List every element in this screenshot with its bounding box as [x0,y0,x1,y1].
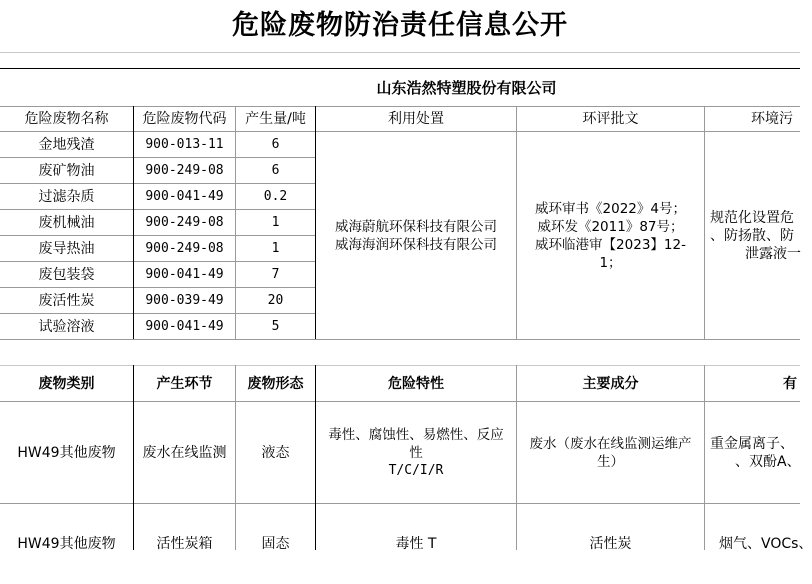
waste-quantity: 6 [271,162,280,178]
header-form: 废物形态 [247,375,304,392]
header-component: 主要成分 [582,375,639,392]
env-measures [705,132,800,339]
waste-name: 废矿物油 [38,162,95,179]
grid-line [0,52,800,53]
production-stage: 废水在线监测 [142,444,227,461]
waste-quantity: 5 [271,318,280,334]
header-waste-name: 危险废物名称 [24,111,109,127]
header-harmful: 有 [783,375,797,392]
disposal-company: 威海海润环保科技有限公司 [335,236,497,253]
waste-form: 液态 [261,444,290,461]
waste-code: 900-041-49 [145,318,224,334]
waste-code: 900-039-49 [145,292,224,308]
waste-name: 过滤杂质 [38,188,95,205]
harmful-components: 烟气、VOCs、 [719,536,812,552]
approval-line: 1； [599,254,622,271]
waste-code: 900-041-49 [145,188,224,204]
header-env: 环境污 [751,111,793,127]
harmful-line: 重金属离子、 [710,435,794,452]
grid-line [0,339,800,340]
hazard-line: 性 [409,444,423,461]
waste-quantity: 6 [271,136,280,152]
hazard-properties: 毒性 T [395,536,437,552]
component-line: 生） [597,453,624,470]
hazard-line: T/C/I/R [388,462,444,478]
waste-quantity: 1 [271,214,280,230]
waste-name: 废导热油 [38,240,95,257]
header-waste-code: 危险废物代码 [142,111,227,127]
approval-docs [517,132,704,339]
waste-name: 金地残渣 [38,136,95,153]
page-title: 危险废物防治责任信息公开 [232,10,568,41]
header-disposal: 利用处置 [388,111,444,127]
waste-code: 900-249-08 [145,240,224,256]
hazard-properties [316,402,516,503]
main-component: 活性炭 [589,536,632,552]
header-approval: 环评批文 [582,111,639,127]
waste-name: 废活性炭 [38,292,95,309]
env-line: 、防扬散、防 [710,227,794,244]
waste-quantity: 1 [271,240,280,256]
env-line: 规范化设置危 [710,209,794,226]
waste-name: 废包装袋 [38,266,95,283]
waste-form: 固态 [261,536,290,552]
hazard-line: 毒性、腐蚀性、易燃性、反应 [328,426,504,443]
waste-category: HW49其他废物 [17,536,116,552]
production-stage: 活性炭箱 [156,536,213,552]
disposal-companies [316,132,516,339]
harmful-line: 、双酚A、 [735,453,801,470]
waste-code: 900-041-49 [145,266,224,282]
approval-line: 威环发《2011》87号； [537,218,684,235]
main-component [517,402,704,503]
waste-name: 废机械油 [38,214,95,231]
waste-code: 900-249-08 [145,214,224,230]
waste-quantity: 20 [267,292,284,308]
waste-category: HW49其他废物 [17,444,116,461]
header-stage: 产生环节 [156,375,213,392]
header-hazard: 危险特性 [388,375,444,392]
waste-code: 900-013-11 [145,136,224,152]
waste-code: 900-249-08 [145,162,224,178]
waste-name: 试验溶液 [38,318,95,335]
component-line: 废水（废水在线监测运维产 [529,435,692,452]
approval-line: 威环临港审【2023】12- [535,236,686,253]
env-line: 泄露液一 [745,245,801,262]
company-name: 山东浩然特塑股份有限公司 [376,78,557,97]
disposal-company: 威海蔚航环保科技有限公司 [335,218,497,235]
approval-line: 威环审书《2022》4号； [535,200,686,217]
waste-quantity: 7 [271,266,280,282]
waste-quantity: 0.2 [263,188,288,204]
header-category: 废物类别 [38,375,95,392]
harmful-components [705,402,800,503]
header-quantity: 产生量/吨 [245,111,306,127]
